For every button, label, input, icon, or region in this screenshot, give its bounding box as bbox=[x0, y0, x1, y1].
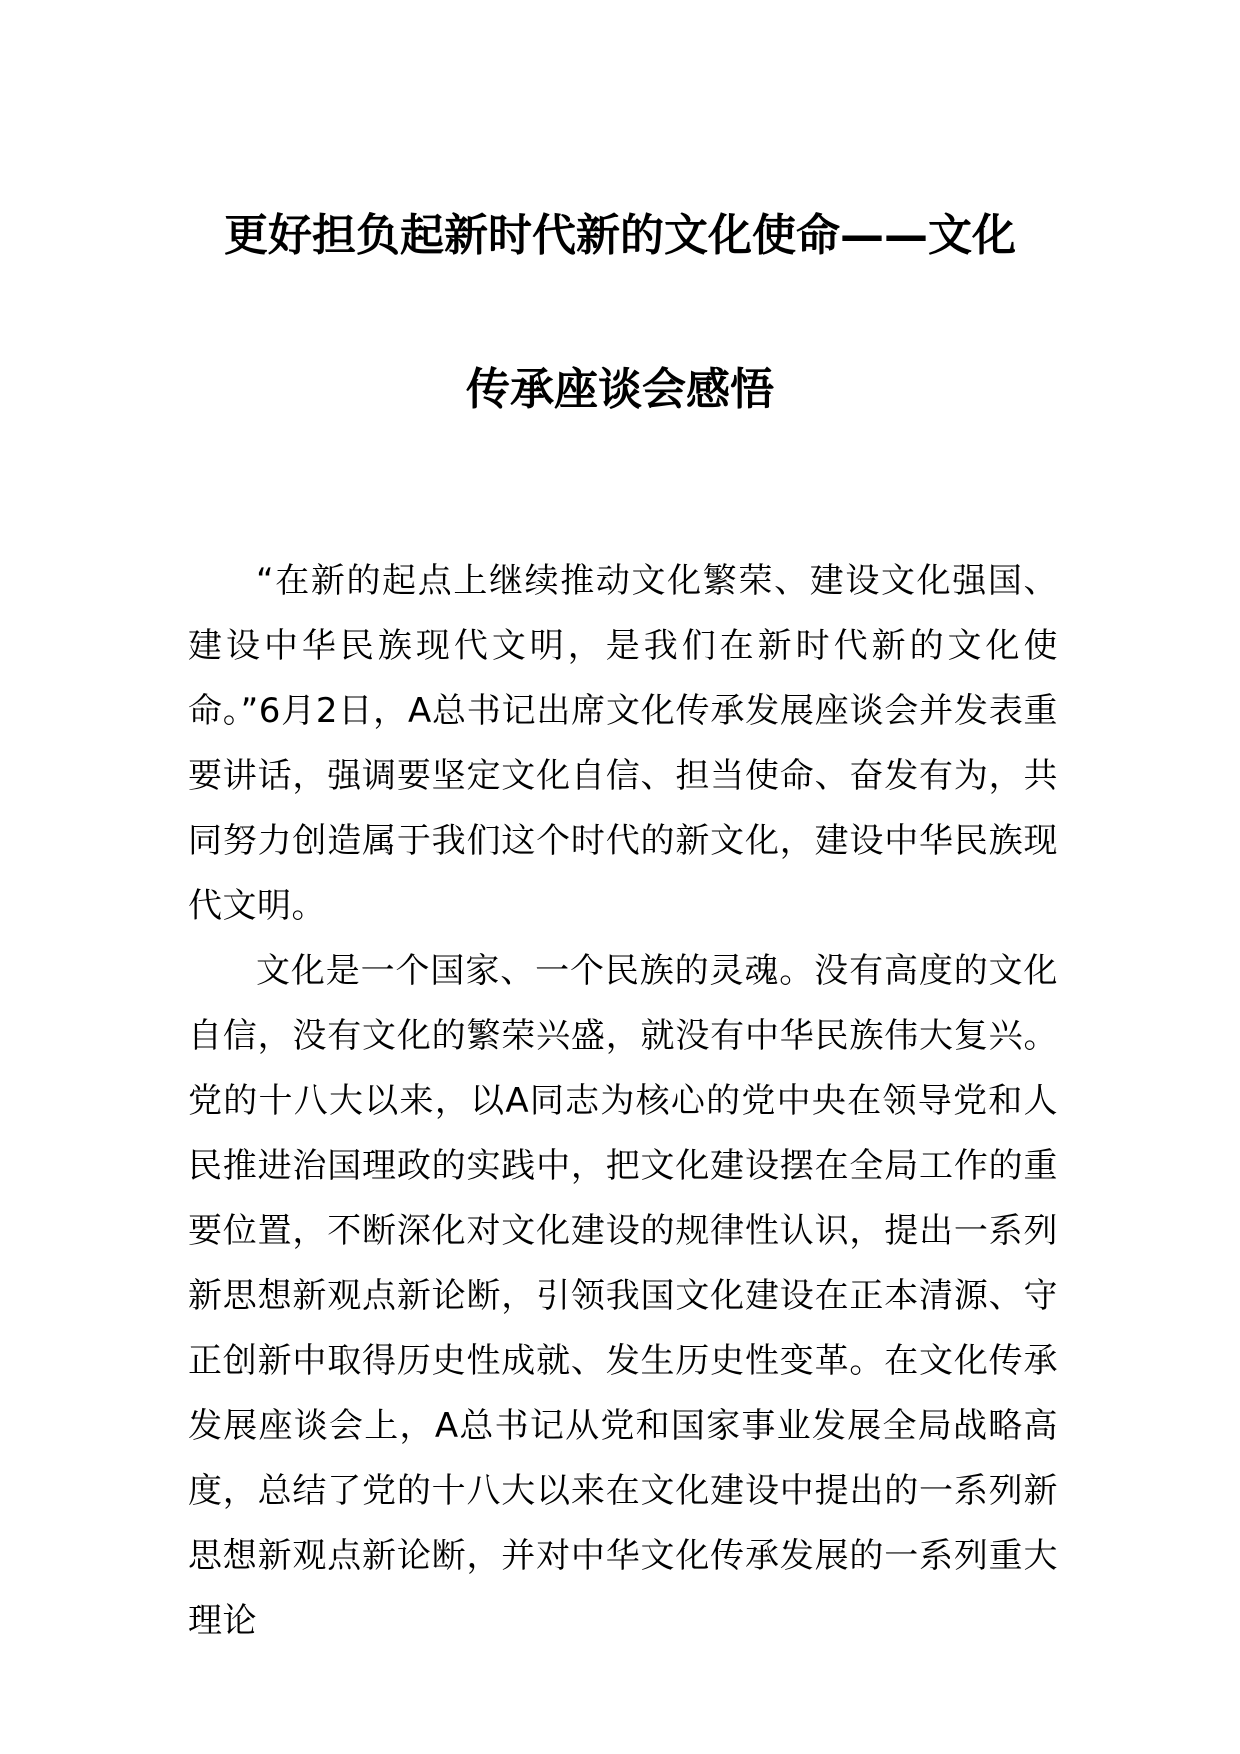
document-title-line-2: 传承座谈会感悟 bbox=[466, 364, 774, 415]
document-title-line-1: 更好担负起新时代新的文化使命——文化 bbox=[224, 210, 1016, 261]
body-paragraph: 文化是一个国家、一个民族的灵魂。没有高度的文化自信，没有文化的繁荣兴盛，就没有中华民族伟大复兴。党的十八大以来，以A同志为核心的党中央在领导党和人民推进治国理政的实践中，把文化建设摆在全局工作的重要位置，不断深化对文化建设的规律性认识，提出一系列新思想新观点新论断，引领我国文化建设在正本清源、守正创新中取得历史性成就、发生历史性变革。在文化传承发展座谈会上，A总书记从党和国家事业发展全局战略高度，总结了党的十八大以来在文化建设中提出的一系列新思想新观点新论断，并对中华文化传承发展的一系列重大理论 bbox=[188, 951, 1058, 1641]
body-paragraph: “在新的起点上继续推动文化繁荣、建设文化强国、建设中华民族现代文明，是我们在新时代新的文化使命。”6月2日，A总书记出席文化传承发展座谈会并发表重要讲话，强调要坚定文化自信、担当使命、奋发有为，共同努力创造属于我们这个时代的新文化，建设中华民族现代文明。 bbox=[188, 561, 1058, 926]
document-body bbox=[188, 549, 1058, 1654]
